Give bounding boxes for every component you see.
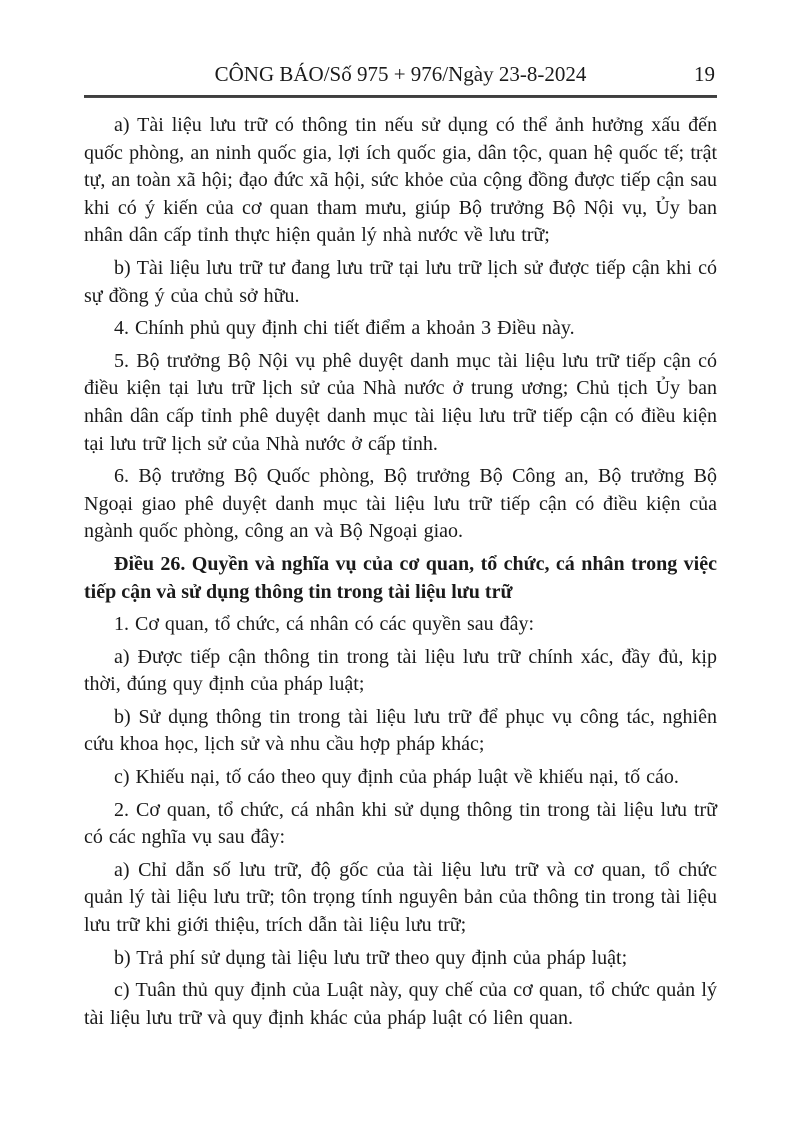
page-number: 19	[694, 62, 715, 86]
body-paragraph: b) Sử dụng thông tin trong tài liệu lưu trữ để phục vụ công tác, nghiên cứu khoa học, lịch sử và nhu cầu hợp pháp khác;	[84, 705, 717, 756]
document-body	[84, 107, 717, 1032]
body-paragraph: a) Tài liệu lưu trữ có thông tin nếu sử dụng có thể ảnh hưởng xấu đến quốc phòng, an ninh quốc gia, lợi ích quốc gia, dân tộc, quan hệ quốc tế; trật tự, an toàn xã hội; đạo đức xã hội, sức khỏe của cộng đồng được tiếp cận sau khi có ý kiến của cơ quan tham mưu, giúp Bộ trưởng Bộ Nội vụ, Ủy ban nhân dân cấp tỉnh thực hiện quản lý nhà nước về lưu trữ;	[84, 114, 717, 247]
body-paragraph: b) Trả phí sử dụng tài liệu lưu trữ theo quy định của pháp luật;	[114, 946, 628, 969]
body-paragraph: 2. Cơ quan, tổ chức, cá nhân khi sử dụng thông tin trong tài liệu lưu trữ có các nghĩa vụ sau đây:	[84, 798, 717, 849]
body-paragraph: 5. Bộ trưởng Bộ Nội vụ phê duyệt danh mục tài liệu lưu trữ tiếp cận có điều kiện tại lưu trữ lịch sử của Nhà nước ở trung ương; Chủ tịch Ủy ban nhân dân cấp tỉnh phê duyệt danh mục tài liệu lưu trữ tiếp cận có điều kiện tại lưu trữ lịch sử của Nhà nước ở cấp tỉnh.	[84, 349, 717, 455]
body-paragraph: b) Tài liệu lưu trữ tư đang lưu trữ tại lưu trữ lịch sử được tiếp cận khi có sự đồng ý của chủ sở hữu.	[84, 256, 717, 307]
body-paragraph: c) Tuân thủ quy định của Luật này, quy chế của cơ quan, tổ chức quản lý tài liệu lưu trữ và quy định khác của pháp luật có liên quan.	[84, 979, 717, 1029]
page-header	[84, 61, 717, 91]
body-paragraph: c) Khiếu nại, tố cáo theo quy định của pháp luật về khiếu nại, tố cáo.	[114, 766, 679, 789]
body-paragraph: 1. Cơ quan, tổ chức, cá nhân có các quyền sau đây:	[114, 613, 535, 636]
body-paragraph: 6. Bộ trưởng Bộ Quốc phòng, Bộ trưởng Bộ Công an, Bộ trưởng Bộ Ngoại giao phê duyệt danh mục tài liệu lưu trữ tiếp cận có điều kiện của ngành quốc phòng, công an và Bộ Ngoại giao.	[84, 465, 717, 543]
header-divider	[84, 95, 717, 98]
body-paragraph: 4. Chính phủ quy định chi tiết điểm a khoản 3 Điều này.	[114, 317, 575, 340]
body-paragraph: a) Được tiếp cận thông tin trong tài liệu lưu trữ chính xác, đầy đủ, kịp thời, đúng quy định của pháp luật;	[84, 645, 717, 696]
body-paragraph: a) Chỉ dẫn số lưu trữ, độ gốc của tài liệu lưu trữ và cơ quan, tổ chức quản lý tài liệu lưu trữ; tôn trọng tính nguyên bản của thông tin trong tài liệu lưu trữ khi giới thiệu, trích dẫn tài liệu lưu trữ;	[84, 858, 717, 937]
article-26-heading: Điều 26. Quyền và nghĩa vụ của cơ quan, tổ chức, cá nhân trong việc tiếp cận và sử dụng thông tin trong tài liệu lưu trữ	[84, 552, 717, 603]
gazette-header-title: CÔNG BÁO/Số 975 + 976/Ngày 23-8-2024	[214, 62, 587, 86]
